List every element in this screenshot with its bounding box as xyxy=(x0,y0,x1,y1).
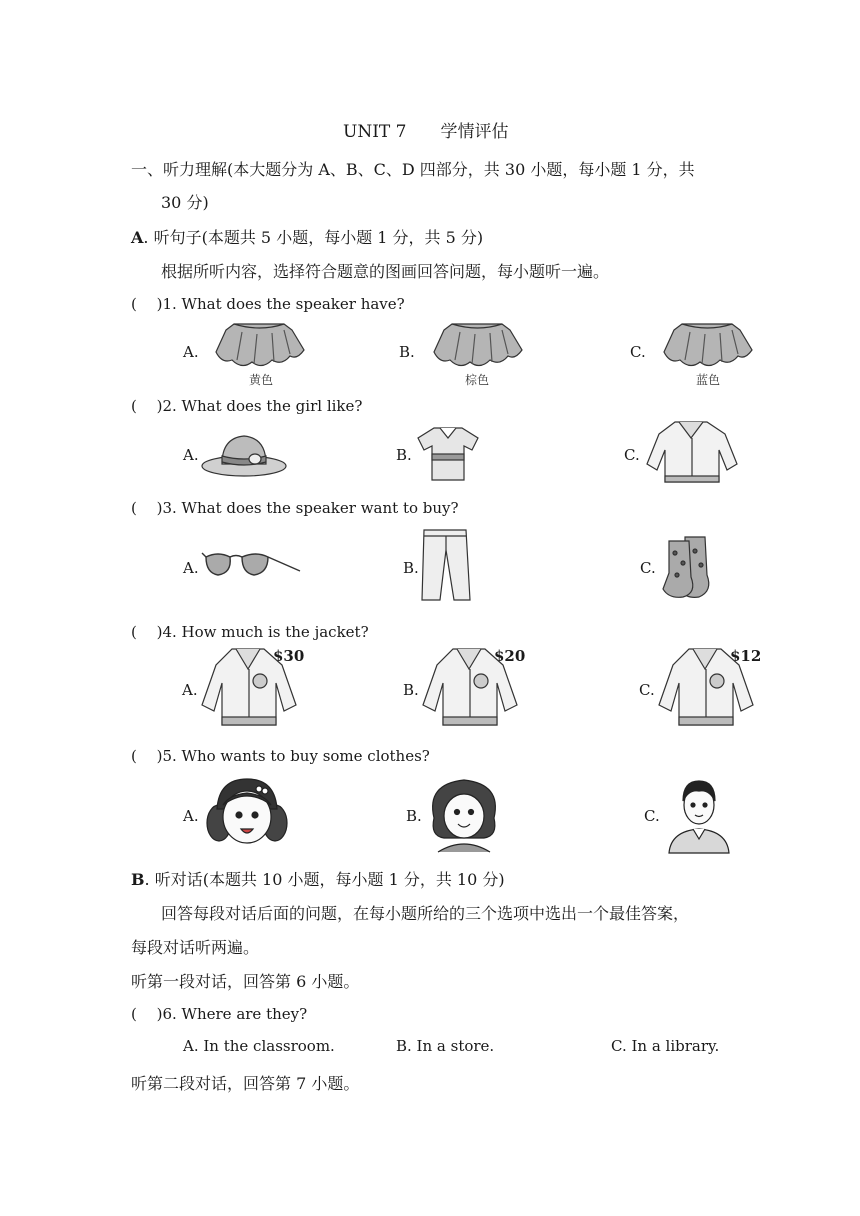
part-b-instruction-cont: 每段对话听两遍。 xyxy=(131,938,260,957)
part-b-heading-text: . 听对话(本题共 10 小题，每小题 1 分，共 10 分) xyxy=(144,870,505,889)
section-heading: 一、听力理解(本大题分为 A、B、C、D 四部分，共 30 小题，每小题 1 分，共 xyxy=(131,160,695,179)
dialog-2-intro: 听第二段对话，回答第 7 小题。 xyxy=(131,1074,360,1093)
hat-icon[interactable] xyxy=(200,430,288,478)
q4-price-c: $12 xyxy=(730,647,762,665)
q5-option-a-label: A. xyxy=(183,807,199,825)
jacket-icon[interactable] xyxy=(202,645,297,730)
part-b-heading xyxy=(131,867,505,890)
q1-option-a-label: A. xyxy=(183,343,199,361)
q2-option-a-label: A. xyxy=(183,446,199,464)
question-1: ( )1. What does the speaker have? xyxy=(131,295,405,313)
question-5: ( )5. Who wants to buy some clothes? xyxy=(131,747,430,765)
q4-price-b: $20 xyxy=(494,647,526,665)
q4-option-a-label: A. xyxy=(182,681,198,699)
question-2: ( )2. What does the girl like? xyxy=(131,397,363,415)
part-a-heading xyxy=(131,225,483,248)
q1-option-b-label: B. xyxy=(399,343,415,361)
skirt-icon[interactable] xyxy=(212,320,307,372)
question-3: ( )3. What does the speaker want to buy? xyxy=(131,499,459,517)
part-b-label: B xyxy=(131,870,145,889)
q3-option-c-label: C. xyxy=(640,559,656,577)
q6-option-c[interactable]: C. In a library. xyxy=(611,1037,720,1055)
part-b-instruction: 回答每段对话后面的问题，在每小题所给的三个选项中选出一个最佳答案， xyxy=(161,904,690,923)
jacket-icon[interactable] xyxy=(659,645,754,730)
part-a-heading-text: . 听句子(本题共 5 小题，每小题 1 分，共 5 分) xyxy=(143,228,484,247)
q5-option-b-label: B. xyxy=(406,807,422,825)
q1-caption-c: 蓝色 xyxy=(696,373,721,387)
q2-option-b-label: B. xyxy=(396,446,412,464)
part-a-label: A xyxy=(131,228,144,247)
socks-icon[interactable] xyxy=(655,533,715,601)
girl-icon[interactable] xyxy=(205,775,290,855)
dialog-1-intro: 听第一段对话，回答第 6 小题。 xyxy=(131,972,360,991)
question-4: ( )4. How much is the jacket? xyxy=(131,623,369,641)
q5-option-c-label: C. xyxy=(644,807,660,825)
man-icon[interactable] xyxy=(665,773,733,855)
skirt-icon[interactable] xyxy=(430,320,525,372)
q6-option-b[interactable]: B. In a store. xyxy=(396,1037,495,1055)
shirt-icon[interactable] xyxy=(414,424,482,484)
q1-caption-a: 黄色 xyxy=(249,373,274,387)
jacket-icon[interactable] xyxy=(423,645,518,730)
sunglasses-icon[interactable] xyxy=(200,545,305,583)
q4-option-b-label: B. xyxy=(403,681,419,699)
q4-option-c-label: C. xyxy=(639,681,655,699)
q1-option-c-label: C. xyxy=(630,343,646,361)
q3-option-a-label: A. xyxy=(183,559,199,577)
skirt-icon[interactable] xyxy=(660,320,755,372)
jacket-icon[interactable] xyxy=(645,418,740,488)
q2-option-c-label: C. xyxy=(624,446,640,464)
section-heading-cont: 30 分) xyxy=(161,193,209,212)
question-6: ( )6. Where are they? xyxy=(131,1005,308,1023)
q4-price-a: $30 xyxy=(273,647,305,665)
q3-option-b-label: B. xyxy=(403,559,419,577)
woman-icon[interactable] xyxy=(424,774,504,854)
part-a-instruction: 根据所听内容，选择符合题意的图画回答问题，每小题听一遍。 xyxy=(161,262,610,281)
q6-option-a[interactable]: A. In the classroom. xyxy=(183,1037,335,1055)
page-title: UNIT 7 学情评估 xyxy=(343,122,509,142)
pants-icon[interactable] xyxy=(418,528,473,603)
q1-caption-b: 棕色 xyxy=(465,373,490,387)
